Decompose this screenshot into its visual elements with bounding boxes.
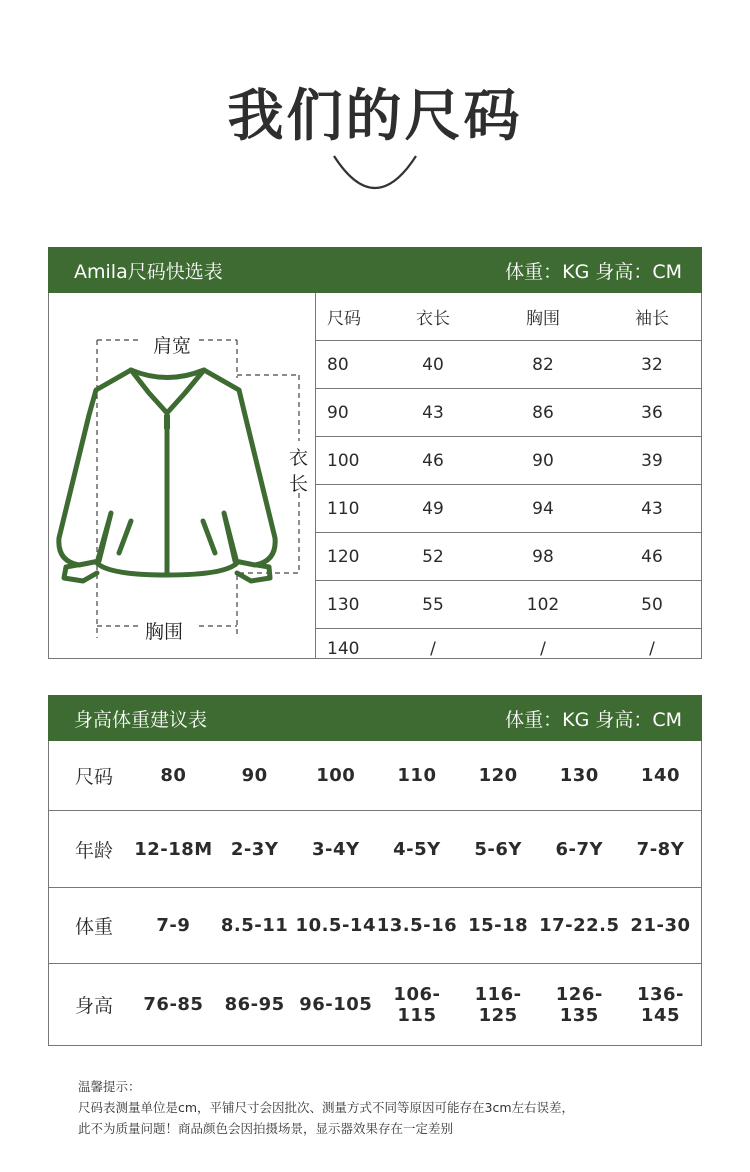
table-row	[315, 629, 701, 669]
table-cell: 100	[316, 765, 356, 786]
suggest-table-title: 身高体重建议表	[74, 708, 208, 731]
quick-table-header	[48, 247, 702, 293]
table-cell: 90	[532, 450, 554, 471]
table-cell: 15-18	[468, 915, 529, 936]
table-cell: 110	[397, 765, 437, 786]
table-cell: 136-145	[636, 983, 684, 1026]
footnote-line: 此不为质量问题！商品颜色会因拍摄场景，显示器效果存在一定差别	[78, 1121, 454, 1136]
table-cell: /	[649, 639, 655, 659]
table-cell: 7-8Y	[636, 838, 685, 860]
table-cell: 12-18M	[134, 838, 213, 860]
table-cell: 55	[422, 594, 444, 615]
col-header: 尺码	[327, 309, 361, 329]
table-cell: 52	[422, 546, 444, 567]
table-cell: 116-125	[474, 983, 522, 1026]
col-header: 胸围	[526, 309, 560, 329]
table-cell: 4-5Y	[393, 838, 441, 860]
row-label: 尺码	[75, 766, 114, 788]
table-cell: 90	[327, 402, 349, 423]
table-row	[315, 485, 701, 533]
table-cell: 120	[478, 765, 518, 786]
label-shoulder: 肩宽	[153, 335, 192, 357]
table-cell: /	[430, 639, 436, 659]
footnote-line: 温馨提示：	[78, 1079, 141, 1094]
table-cell: 140	[327, 639, 360, 659]
table-row	[49, 811, 701, 888]
table-cell: 39	[641, 450, 663, 471]
table-header-row	[315, 293, 701, 341]
table-cell: 140	[640, 765, 680, 786]
quick-size-table	[48, 293, 702, 659]
table-cell: 102	[526, 594, 560, 615]
suggest-table-header	[48, 695, 702, 741]
table-cell: 40	[422, 354, 444, 375]
table-cell: 86-95	[224, 994, 285, 1015]
decorative-arc	[330, 150, 420, 190]
table-cell: 8.5-11	[220, 915, 289, 936]
table-cell: 32	[641, 354, 663, 375]
table-row	[315, 389, 701, 437]
table-cell: 120	[327, 546, 360, 567]
height-weight-table	[48, 741, 702, 1046]
table-cell: 82	[532, 354, 554, 375]
table-cell: 2-3Y	[230, 838, 279, 860]
table-cell: 76-85	[143, 994, 204, 1015]
table-cell: 130	[327, 594, 360, 615]
row-label: 体重	[75, 916, 114, 938]
table-cell: 36	[641, 402, 663, 423]
table-row	[315, 581, 701, 629]
table-cell: 110	[327, 498, 360, 519]
quick-table-units: 体重：KG 身高：CM	[505, 260, 682, 283]
table-cell: 126-135	[555, 983, 603, 1026]
table-cell: 43	[641, 498, 663, 519]
table-cell: 3-4Y	[311, 838, 360, 860]
table-cell: 17-22.5	[539, 915, 620, 936]
table-cell: 10.5-14	[295, 915, 376, 936]
size-grid	[315, 293, 701, 669]
table-cell: 80	[327, 354, 349, 375]
table-cell: 100	[327, 450, 360, 471]
footnote	[78, 1076, 574, 1139]
table-cell: 43	[422, 402, 444, 423]
table-cell: 94	[532, 498, 554, 519]
table-cell: 86	[532, 402, 554, 423]
table-cell: 49	[422, 498, 444, 519]
row-label: 身高	[75, 995, 114, 1017]
table-cell: 46	[641, 546, 663, 567]
table-cell: 5-6Y	[474, 838, 522, 860]
table-cell: 13.5-16	[376, 915, 458, 936]
table-cell: 21-30	[630, 915, 691, 936]
quick-table-title: Amila尺码快选表	[74, 260, 223, 283]
table-cell: 46	[422, 450, 444, 471]
col-header: 衣长	[416, 309, 450, 329]
table-cell: 98	[532, 546, 554, 567]
table-row	[49, 888, 701, 964]
jacket-diagram	[49, 293, 316, 658]
table-cell: 7-9	[156, 915, 191, 936]
label-length: 衣长	[289, 447, 309, 495]
table-cell: 90	[241, 765, 268, 786]
label-chest: 胸围	[145, 621, 184, 643]
table-row	[315, 437, 701, 485]
table-row	[315, 533, 701, 581]
table-cell: 50	[641, 594, 663, 615]
table-row	[49, 741, 701, 811]
table-row	[315, 341, 701, 389]
page-title: 我们的尺码	[227, 84, 523, 149]
table-cell: 96-105	[299, 994, 373, 1015]
row-label: 年龄	[75, 839, 114, 862]
table-cell: 106-115	[393, 983, 441, 1026]
table-row	[49, 964, 701, 1045]
suggest-table-units: 体重：KG 身高：CM	[505, 708, 682, 731]
footnote-line: 尺码表测量单位是cm，平铺尺寸会因批次、测量方式不同等原因可能存在3cm左右误差，	[78, 1100, 575, 1115]
table-cell: /	[540, 639, 546, 659]
table-cell: 80	[160, 765, 187, 786]
table-cell: 6-7Y	[555, 838, 604, 860]
col-header: 袖长	[635, 309, 669, 329]
table-cell: 130	[559, 765, 599, 786]
